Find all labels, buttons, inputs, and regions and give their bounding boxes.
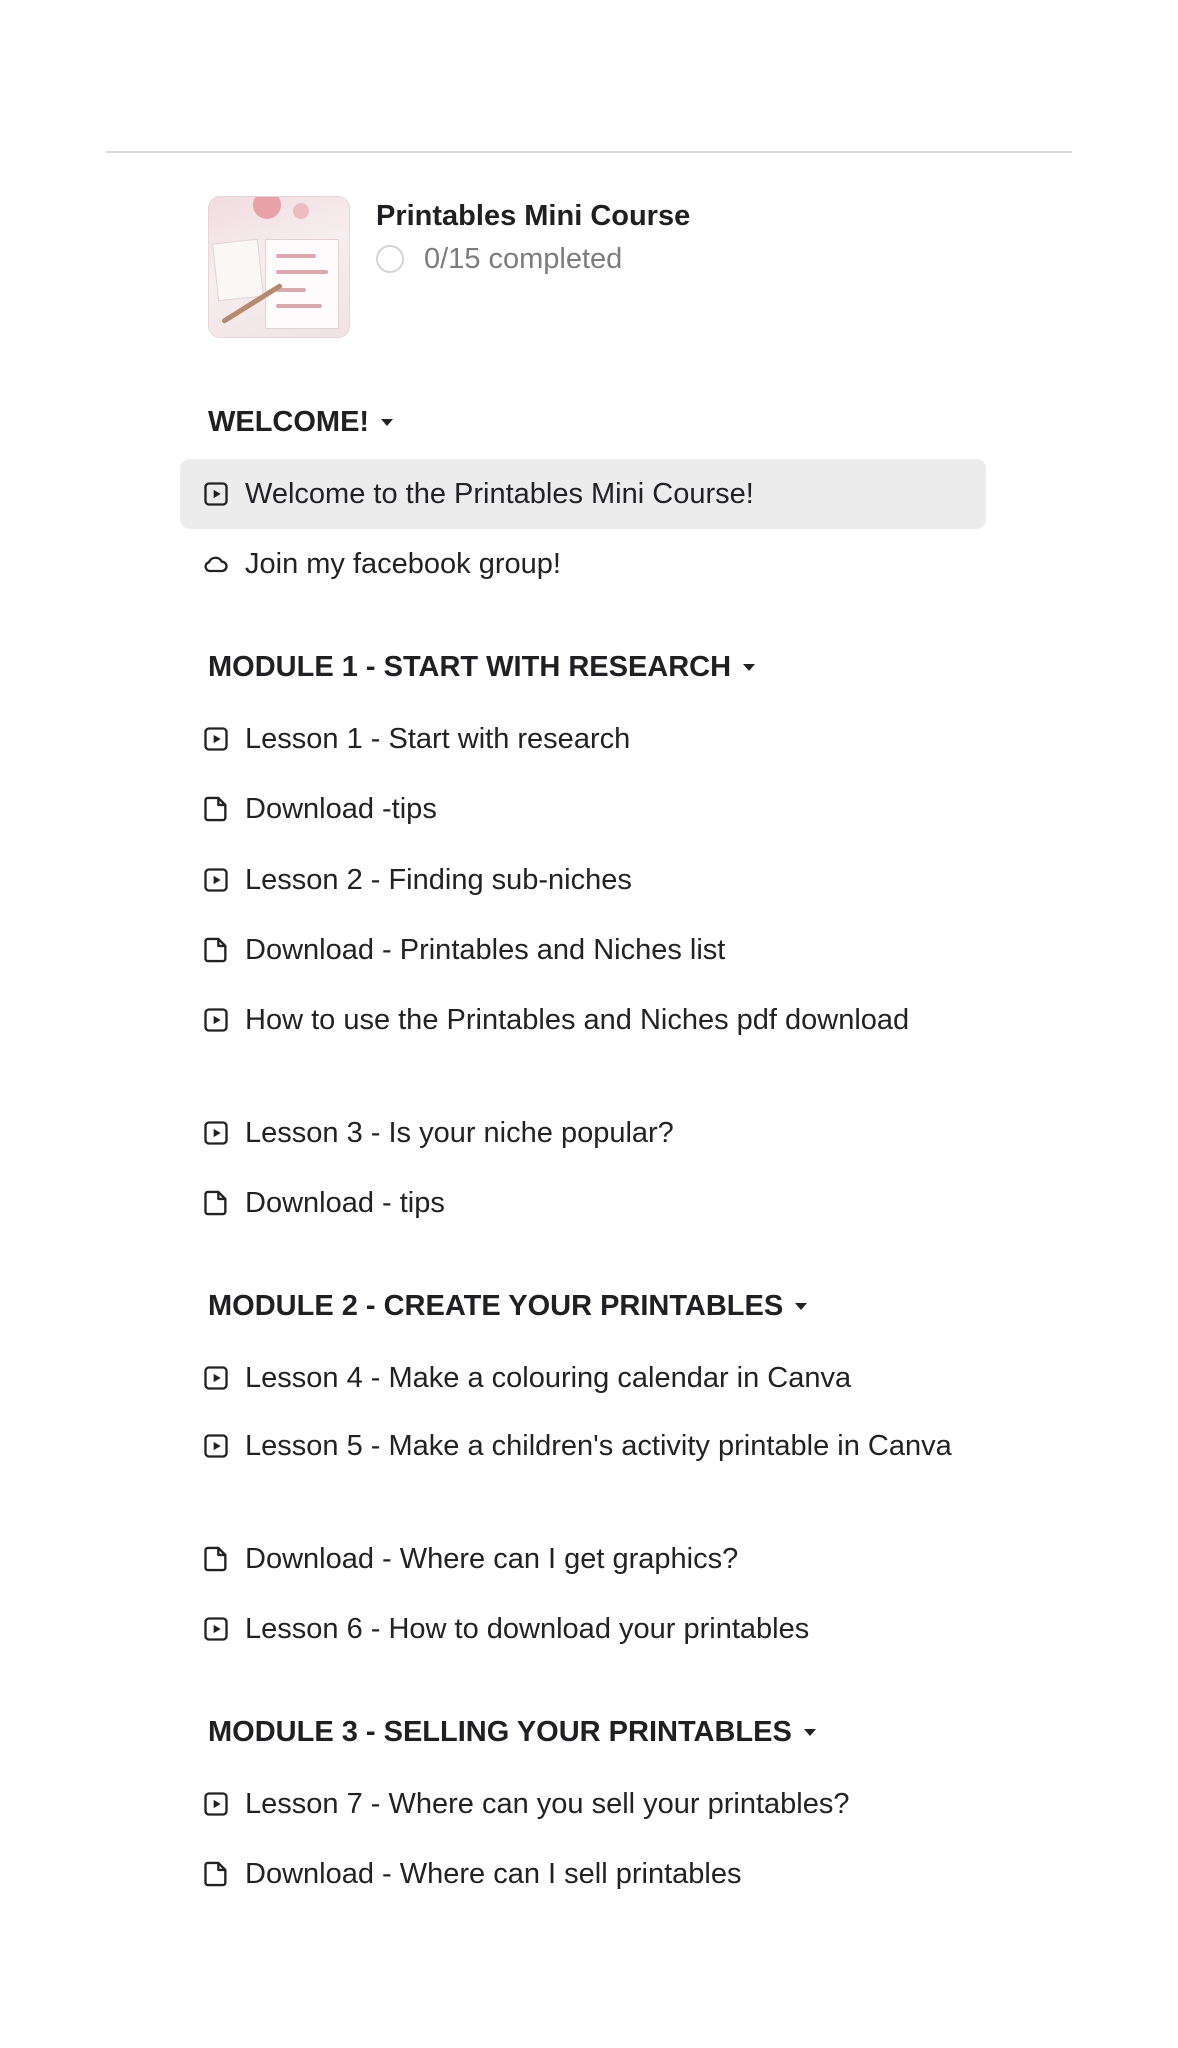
lesson-item[interactable] bbox=[180, 1110, 986, 1156]
lesson-item[interactable] bbox=[180, 459, 986, 529]
video-icon bbox=[201, 716, 231, 762]
lesson-item[interactable] bbox=[180, 927, 986, 973]
section-title: MODULE 1 - START WITH RESEARCH bbox=[208, 650, 732, 683]
caret-down-icon bbox=[804, 1729, 816, 1736]
caret-down-icon bbox=[743, 664, 755, 671]
video-icon bbox=[201, 1110, 231, 1156]
lesson-label: Lesson 4 - Make a colouring calendar in Canva bbox=[245, 1362, 852, 1394]
file-icon bbox=[201, 927, 231, 973]
file-icon bbox=[201, 786, 231, 832]
caret-down-icon bbox=[381, 419, 393, 426]
file-icon bbox=[201, 1851, 231, 1897]
lesson-item[interactable] bbox=[180, 1606, 986, 1652]
lesson-label: Lesson 5 - Make a children's activity printable in Canva bbox=[245, 1430, 952, 1462]
course-title: Printables Mini Course bbox=[376, 200, 691, 232]
lesson-item[interactable] bbox=[180, 716, 986, 762]
section-header-module-2[interactable] bbox=[208, 1286, 807, 1326]
course-header bbox=[208, 196, 968, 336]
lesson-item[interactable] bbox=[180, 1180, 986, 1226]
section-header-module-3[interactable] bbox=[208, 1712, 816, 1752]
lesson-item[interactable] bbox=[180, 857, 986, 903]
video-icon bbox=[201, 1606, 231, 1652]
progress-text: 0/15 completed bbox=[424, 242, 623, 275]
top-divider bbox=[106, 151, 1072, 153]
lesson-item[interactable] bbox=[180, 1781, 986, 1827]
cloud-icon bbox=[201, 541, 231, 587]
section-title: WELCOME! bbox=[208, 405, 370, 438]
video-icon bbox=[201, 997, 231, 1043]
lesson-label: Download - tips bbox=[245, 1187, 445, 1219]
lesson-label: Lesson 3 - Is your niche popular? bbox=[245, 1117, 674, 1149]
file-icon bbox=[201, 1536, 231, 1582]
lesson-label: Lesson 6 - How to download your printables bbox=[245, 1613, 810, 1645]
lesson-label: Download - Printables and Niches list bbox=[245, 934, 726, 966]
lesson-item[interactable] bbox=[180, 541, 986, 587]
lesson-label: Lesson 1 - Start with research bbox=[245, 723, 631, 755]
lesson-item[interactable] bbox=[180, 786, 986, 832]
progress-ring-icon bbox=[376, 245, 404, 273]
caret-down-icon bbox=[795, 1303, 807, 1310]
course-thumbnail[interactable] bbox=[208, 196, 350, 338]
lesson-label: Welcome to the Printables Mini Course! bbox=[245, 478, 754, 510]
lesson-item[interactable] bbox=[180, 1851, 986, 1897]
lesson-label: How to use the Printables and Niches pdf download bbox=[245, 1004, 910, 1036]
lesson-item[interactable] bbox=[180, 1536, 986, 1582]
lesson-label: Lesson 2 - Finding sub-niches bbox=[245, 864, 632, 896]
video-icon bbox=[201, 471, 231, 517]
file-icon bbox=[201, 1180, 231, 1226]
video-icon bbox=[201, 1423, 231, 1469]
lesson-label: Download - Where can I get graphics? bbox=[245, 1543, 739, 1575]
video-icon bbox=[201, 857, 231, 903]
lesson-item[interactable] bbox=[180, 1423, 986, 1469]
section-title: MODULE 3 - SELLING YOUR PRINTABLES bbox=[208, 1715, 792, 1748]
lesson-label: Download -tips bbox=[245, 793, 437, 825]
section-header-module-1[interactable] bbox=[208, 647, 755, 687]
video-icon bbox=[201, 1781, 231, 1827]
lesson-item[interactable] bbox=[180, 1355, 986, 1401]
lesson-label: Download - Where can I sell printables bbox=[245, 1858, 742, 1890]
lesson-item[interactable] bbox=[180, 997, 986, 1043]
lesson-label: Lesson 7 - Where can you sell your printables? bbox=[245, 1788, 850, 1820]
lesson-label: Join my facebook group! bbox=[245, 548, 561, 580]
section-title: MODULE 2 - CREATE YOUR PRINTABLES bbox=[208, 1289, 784, 1322]
section-header-welcome[interactable] bbox=[208, 402, 393, 442]
video-icon bbox=[201, 1355, 231, 1401]
course-progress bbox=[376, 242, 622, 276]
